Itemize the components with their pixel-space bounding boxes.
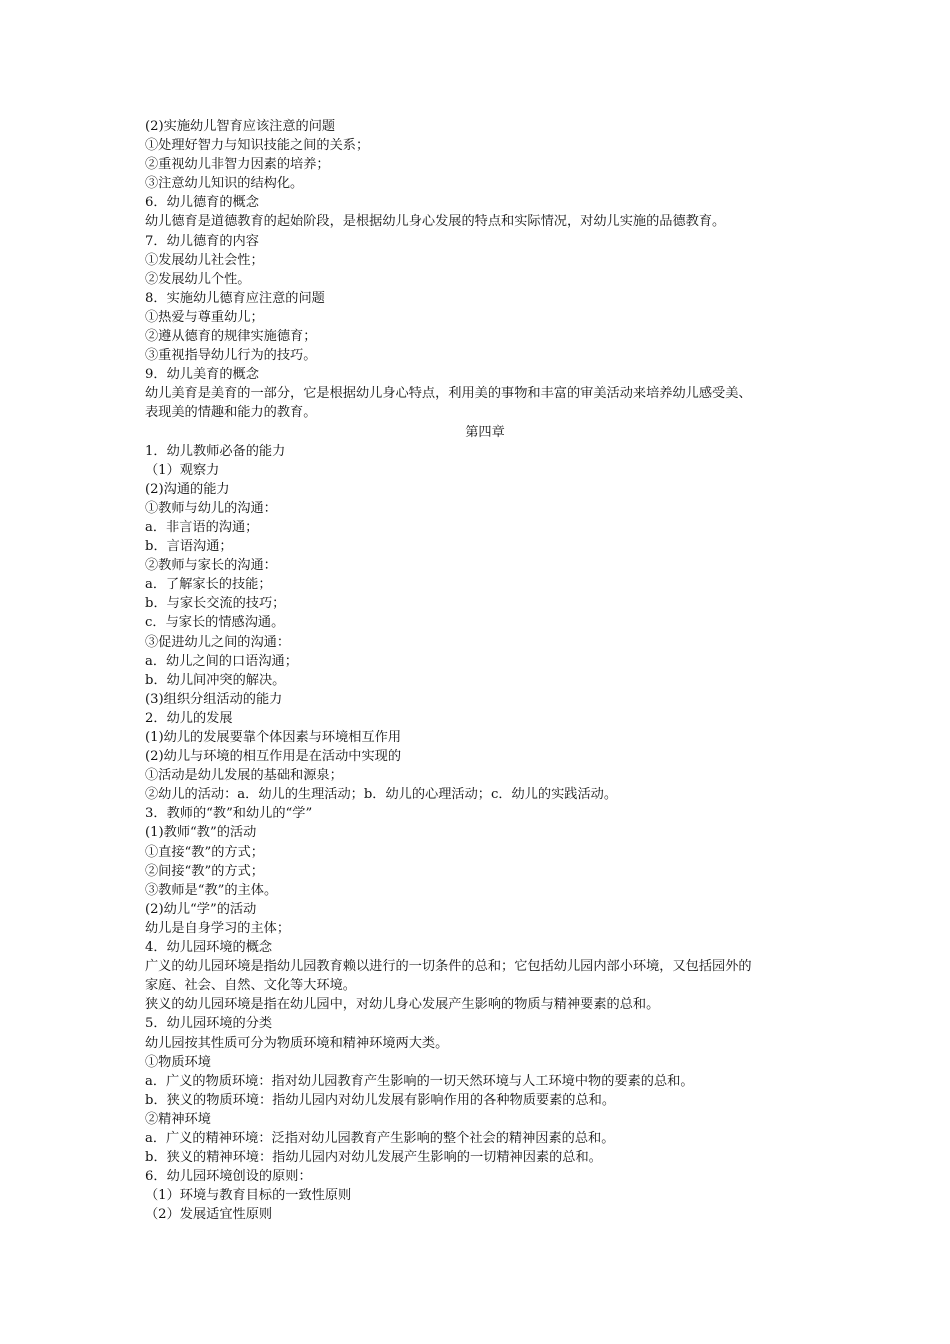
subheading: (2)实施幼儿智育应该注意的问题: [145, 119, 336, 134]
list-item: ②遵从德育的规律实施德育；: [145, 329, 317, 345]
section-heading: 4．幼儿园环境的概念: [145, 940, 273, 956]
paragraph: 家庭、社会、自然、文化等大环境。: [145, 978, 356, 994]
list-item: ①教师与幼儿的沟通：: [145, 500, 277, 516]
list-item: ①直接“教”的方式；: [145, 844, 264, 860]
list-item: a．广义的物质环境：指对幼儿园教育产生影响的一切天然环境与人工环境中物的要素的总和。: [145, 1073, 694, 1089]
paragraph: 广义的幼儿园环境是指幼儿园教育赖以进行的一切条件的总和；它包括幼儿园内部小环境，又包括园外的: [145, 959, 752, 975]
subheading: （1）观察力: [145, 462, 220, 478]
list-item: ①处理好智力与知识技能之间的关系；: [145, 138, 370, 154]
list-item: ②精神环境: [145, 1111, 211, 1127]
list-item: b．与家长交流的技巧；: [145, 596, 286, 612]
section-heading: 2．幼儿的发展: [145, 710, 233, 726]
list-item: b．狭义的物质环境：指幼儿园内对幼儿发展有影响作用的各种物质要素的总和。: [145, 1092, 616, 1108]
paragraph: 狭义的幼儿园环境是指在幼儿园中，对幼儿身心发展产生影响的物质与精神要素的总和。: [145, 997, 660, 1013]
subheading: (2)幼儿“学”的活动: [145, 901, 257, 917]
list-item: ③教师是“教”的主体。: [145, 882, 278, 898]
list-item: a．了解家长的技能；: [145, 577, 272, 593]
list-item: b．狭义的精神环境：指幼儿园内对幼儿发展产生影响的一切精神因素的总和。: [145, 1150, 602, 1166]
list-item: ①热爱与尊重幼儿；: [145, 309, 264, 325]
subheading: (1)教师“教”的活动: [145, 825, 257, 841]
subheading: (2)沟通的能力: [145, 481, 230, 497]
list-item: a．非言语的沟通；: [145, 519, 259, 535]
list-item: ①物质环境: [145, 1054, 211, 1070]
section-heading: 3．教师的“教”和幼儿的“学”: [145, 806, 313, 822]
list-item: ②重视幼儿非智力因素的培养；: [145, 157, 330, 173]
list-item: b．幼儿间冲突的解决。: [145, 672, 286, 688]
section-heading: 9．幼儿美育的概念: [145, 367, 259, 383]
list-item: ③注意幼儿知识的结构化。: [145, 176, 304, 192]
section-heading: 8．实施幼儿德育应注意的问题: [145, 290, 325, 306]
paragraph: 幼儿德育是道德教育的起始阶段，是根据幼儿身心发展的特点和实际情况，对幼儿实施的品德教育。: [145, 214, 726, 230]
subheading: （1）环境与教育目标的一致性原则: [145, 1188, 352, 1204]
section-heading: 7．幼儿德育的内容: [145, 233, 259, 249]
section-heading: 6．幼儿园环境创设的原则：: [145, 1169, 312, 1185]
list-item: a．幼儿之间的口语沟通；: [145, 653, 298, 669]
list-item: ②发展幼儿个性。: [145, 271, 251, 287]
list-item: ①活动是幼儿发展的基础和源泉；: [145, 768, 343, 784]
list-item: c．与家长的情感沟通。: [145, 615, 285, 631]
paragraph: 表现美的情趣和能力的教育。: [145, 405, 317, 421]
paragraph: 幼儿园按其性质可分为物质环境和精神环境两大类。: [145, 1035, 449, 1051]
list-item: ②幼儿的活动：a．幼儿的生理活动；b．幼儿的心理活动；c．幼儿的实践活动。: [145, 787, 618, 803]
paragraph: 幼儿是自身学习的主体；: [145, 920, 291, 936]
list-item: ②间接“教”的方式；: [145, 863, 264, 879]
subheading: (3)组织分组活动的能力: [145, 691, 283, 707]
subheading: (1)幼儿的发展要靠个体因素与环境相互作用: [145, 730, 402, 745]
document-page: [145, 117, 825, 1224]
subheading: （2）发展适宜性原则: [145, 1207, 273, 1223]
list-item: ③促进幼儿之间的沟通：: [145, 634, 291, 650]
chapter-title: 第四章: [465, 424, 505, 440]
section-heading: 6．幼儿德育的概念: [145, 195, 259, 211]
paragraph: 幼儿美育是美育的一部分，它是根据幼儿身心特点，利用美的事物和丰富的审美活动来培养幼儿感受美、: [145, 386, 752, 402]
list-item: ②教师与家长的沟通：: [145, 558, 277, 574]
section-heading: 5．幼儿园环境的分类: [145, 1016, 273, 1032]
list-item: b．言语沟通；: [145, 539, 233, 555]
list-item: ①发展幼儿社会性；: [145, 252, 264, 268]
section-heading: 1．幼儿教师必备的能力: [145, 443, 286, 459]
list-item: a．广义的精神环境：泛指对幼儿园教育产生影响的整个社会的精神因素的总和。: [145, 1130, 615, 1146]
subheading: (2)幼儿与环境的相互作用是在活动中实现的: [145, 749, 402, 765]
list-item: ③重视指导幼儿行为的技巧。: [145, 348, 317, 364]
